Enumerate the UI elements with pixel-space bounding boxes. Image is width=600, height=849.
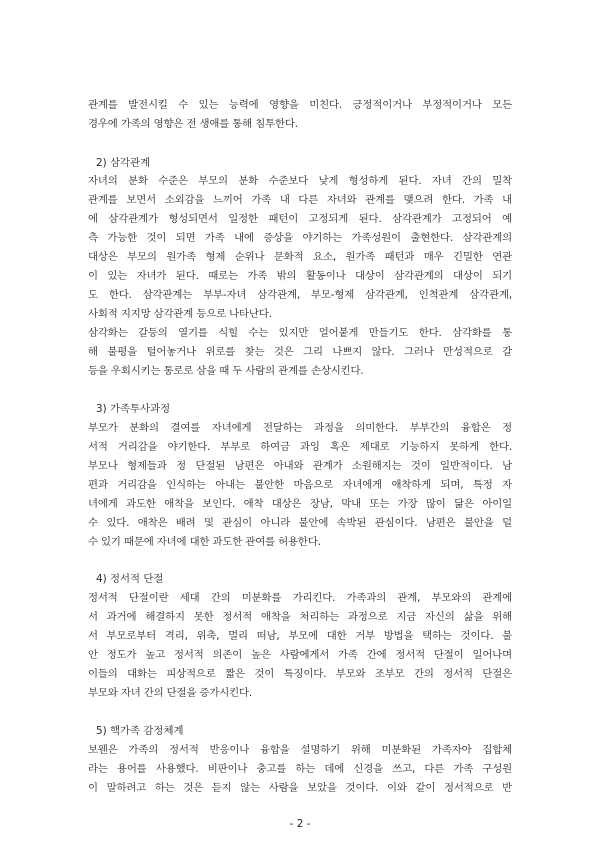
body-line: 서적 거리감을 야기한다. 부부로 하여금 과잉 혹은 제대로 기능하지 못하게 한다. bbox=[88, 441, 512, 453]
body-line: 관계를 보면서 소외감을 느끼어 가족 내 다른 자녀와 관계를 맺으려 한다. 가족 내 bbox=[88, 194, 512, 206]
body-line: 서 과거에 해결하지 못한 정서적 애착을 처리하는 과정으로 지금 자신의 삶을 위해 bbox=[88, 611, 512, 623]
body-line: 정서적 단절이란 세대 간의 미분화를 가리킨다. 가족과의 관계, 부모와의 관계에 bbox=[88, 592, 512, 604]
section-heading-triangles: 2) 삼각관계 bbox=[96, 157, 151, 169]
section-heading-projection: 3) 가족투사과정 bbox=[96, 403, 171, 415]
intro-line: 관계를 발전시킬 수 있는 능력에 영향을 미친다. 긍정적이거나 부정적이거나 모든 bbox=[88, 99, 512, 111]
body-line: 서 부모로부터 격리, 위축, 멀리 떠남, 부모에 대한 거부 방법을 택하는 것이다. 불 bbox=[88, 630, 512, 642]
body-line: 보웬은 가족의 정서적 반응이나 융합을 설명하기 위해 미분화된 가족자아 집합체 bbox=[88, 744, 512, 756]
body-line: 등을 우회시키는 통로로 삼을 때 두 사람의 관계를 손상시킨다. bbox=[88, 365, 364, 377]
section-heading-cutoff: 4) 정서적 단절 bbox=[96, 573, 164, 585]
body-line: 이 말하려고 하는 것은 듣지 않는 사람을 보았을 것이다. 이와 같이 정서적으로 반 bbox=[88, 782, 512, 794]
body-line: 이들의 대화는 피상적으로 짧은 것이 특징이다. 부모와 조부모 간의 정서적 단절은 bbox=[88, 668, 512, 680]
body-line: 자녀의 분화 수준은 부모의 분화 수준보다 낮게 형성하게 된다. 자녀 간의 밀착 bbox=[88, 175, 512, 187]
body-line: 부모가 분화의 결여를 자녀에게 전달하는 과정을 의미한다. 부부간의 융합은 정 bbox=[88, 422, 512, 434]
body-line: 에 삼각관계가 형성되면서 일정한 패턴이 고정되게 된다. 삼각관계가 고정되어 예 bbox=[88, 213, 512, 225]
body-line: 대상은 부모의 원가족 형제 순위나 문화적 요소, 원가족 패턴과 매우 긴밀한 연관 bbox=[88, 251, 512, 263]
page-number: - 2 - bbox=[289, 818, 311, 830]
body-line: 도 한다. 삼각관계는 부부-자녀 삼각관계, 부모-형제 삼각관계, 인척관계 삼각관계, bbox=[88, 289, 512, 301]
body-line: 이 있는 자녀가 된다. 때로는 가족 밖의 활동이나 대상이 삼각관계의 대상이 되기 bbox=[88, 270, 512, 282]
body-line: 사회적 지지망 삼각관계 등으로 나타난다. bbox=[88, 308, 272, 320]
body-line: 녀에게 과도한 애착을 보인다. 애착 대상은 장남, 막내 또는 가장 많이 닮은 아이일 bbox=[88, 498, 512, 510]
body-line: 수 있다. 애착은 배려 및 관심이 아니라 불안에 속박된 관심이다. 남편은 불안을 덜 bbox=[88, 517, 512, 529]
body-line: 해 불평을 털어놓거나 위로를 찾는 것은 그리 나쁘지 않다. 그러나 만성적으로 갈 bbox=[88, 346, 512, 358]
body-line: 부모와 자녀 간의 단절을 증가시킨다. bbox=[88, 687, 253, 699]
body-line: 수 있기 때문에 자녀에 대한 과도한 관여를 허용한다. bbox=[88, 536, 321, 548]
body-line: 측 가능한 것이 되면 가족 내에 증상을 야기하는 가족성원이 출현한다. 삼각관계의 bbox=[88, 232, 512, 244]
body-line: 부모나 형제들과 정 단절된 남편은 아내와 관계가 소원해지는 것이 일반적이다. 남 bbox=[88, 460, 512, 472]
body-line: 편과 거리감을 인식하는 아내는 불안한 마음으로 자녀에게 애착하게 되며, 특정 자 bbox=[88, 479, 512, 491]
body-line: 라는 용어를 사용했다. 비판이나 충고를 하는 데에 신경을 쓰고, 다른 가족 구성원 bbox=[88, 763, 512, 775]
section-heading-emotional-system: 5) 핵가족 감정체계 bbox=[96, 725, 184, 737]
body-line: 안 정도가 높고 정서적 의존이 높은 사람에게서 가족 간에 정서적 단절이 일어나며 bbox=[88, 649, 512, 661]
body-line: 삼각화는 갈등의 열기를 식힐 수는 있지만 얼어붙게 만들기도 한다. 삼각화를 통 bbox=[88, 327, 512, 339]
intro-line: 경우에 가족의 영향은 전 생애를 통해 침투한다. bbox=[88, 118, 298, 130]
